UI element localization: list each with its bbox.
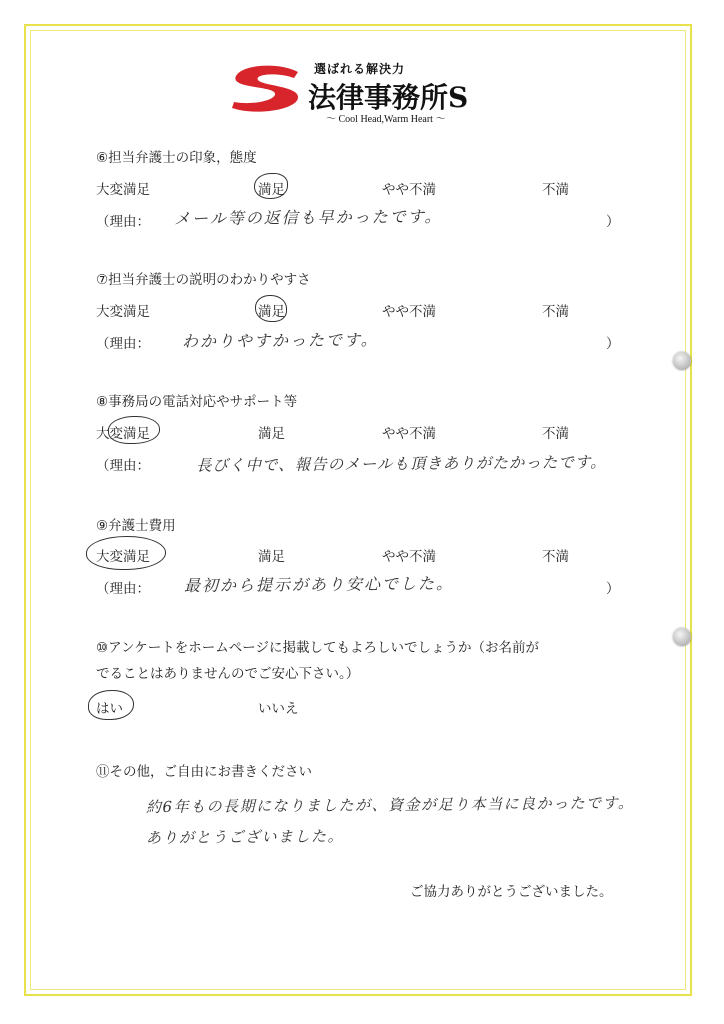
q8-reason-label: （理由： [96, 458, 150, 474]
q9-selection-circle [86, 536, 166, 570]
q9-close-paren: ） [606, 581, 620, 597]
q8-option-very-satisfied[interactable]: 大変満足 [96, 426, 150, 442]
question-6-title: ⑥担当弁護士の印象，態度 [96, 150, 257, 166]
q10-option-no[interactable]: いいえ [258, 701, 299, 717]
page-frame-inner [30, 30, 686, 990]
q8-option-slightly-dissatisfied[interactable]: やや不満 [382, 426, 436, 442]
q9-option-satisfied[interactable]: 満足 [258, 549, 285, 565]
q6-reason-handwritten: メール等の返信も早かったです。 [173, 206, 443, 229]
q11-comment-line2: ありがとうございました。 [145, 827, 345, 847]
q8-reason-handwritten: 長びく中で、報告のメールも頂きありがたかったです。 [195, 453, 607, 475]
q7-reason-handwritten: わかりやすかったです。 [181, 330, 379, 351]
q8-option-dissatisfied[interactable]: 不満 [542, 426, 569, 442]
logo-subtitle: ～ Cool Head,Warm Heart ～ [326, 114, 446, 125]
question-8-title: ⑧事務局の電話対応やサポート等 [96, 394, 298, 410]
binder-hole-top [673, 352, 691, 370]
q6-reason-label: （理由： [96, 214, 150, 230]
q6-option-dissatisfied[interactable]: 不満 [542, 182, 569, 198]
question-10-line1: ⑩アンケートをホームページに掲載してもよろしいでしょうか（お名前が [96, 640, 540, 656]
q8-selection-circle [108, 416, 160, 444]
question-7-title: ⑦担当弁護士の説明のわかりやすさ [96, 272, 311, 288]
q11-comment-line1: 約6年もの長期になりましたが、資金が足り本当に良かったです。 [145, 793, 635, 817]
q7-option-very-satisfied[interactable]: 大変満足 [96, 304, 150, 320]
q7-selection-circle [255, 295, 287, 322]
q7-option-slightly-dissatisfied[interactable]: やや不満 [382, 304, 436, 320]
q10-option-yes[interactable]: はい [96, 701, 123, 717]
q6-option-very-satisfied[interactable]: 大変満足 [96, 182, 150, 198]
q8-option-satisfied[interactable]: 満足 [258, 426, 285, 442]
question-9-title: ⑨弁護士費用 [96, 518, 176, 534]
q6-close-paren: ） [606, 214, 620, 230]
question-11-title: ⑪その他，ご自由にお書きください [96, 764, 312, 780]
firm-s-mark-icon [228, 64, 304, 114]
q9-reason-label: （理由： [96, 581, 150, 597]
q7-option-satisfied[interactable]: 満足 [258, 304, 285, 320]
firm-logo [228, 60, 498, 126]
q7-option-dissatisfied[interactable]: 不満 [542, 304, 569, 320]
q6-option-slightly-dissatisfied[interactable]: やや不満 [382, 182, 436, 198]
q6-selection-circle [254, 173, 288, 199]
q7-close-paren: ） [606, 336, 620, 352]
q7-reason-label: （理由： [96, 336, 150, 352]
q9-option-slightly-dissatisfied[interactable]: やや不満 [382, 549, 436, 565]
q9-reason-handwritten: 最初から提示があり安心でした。 [183, 573, 455, 596]
q10-selection-circle [88, 690, 134, 720]
logo-tagline: 選ばれる解決力 [314, 62, 406, 76]
question-10-line2: でることはありませんのでご安心下さい。） [96, 666, 360, 682]
q6-option-satisfied[interactable]: 満足 [258, 182, 285, 198]
closing-thanks: ご協力ありがとうございました。 [410, 884, 613, 900]
q9-option-very-satisfied[interactable]: 大変満足 [96, 549, 150, 565]
logo-name: 法律事務所S [308, 81, 469, 114]
q9-option-dissatisfied[interactable]: 不満 [542, 549, 569, 565]
binder-hole-bottom [673, 628, 691, 646]
